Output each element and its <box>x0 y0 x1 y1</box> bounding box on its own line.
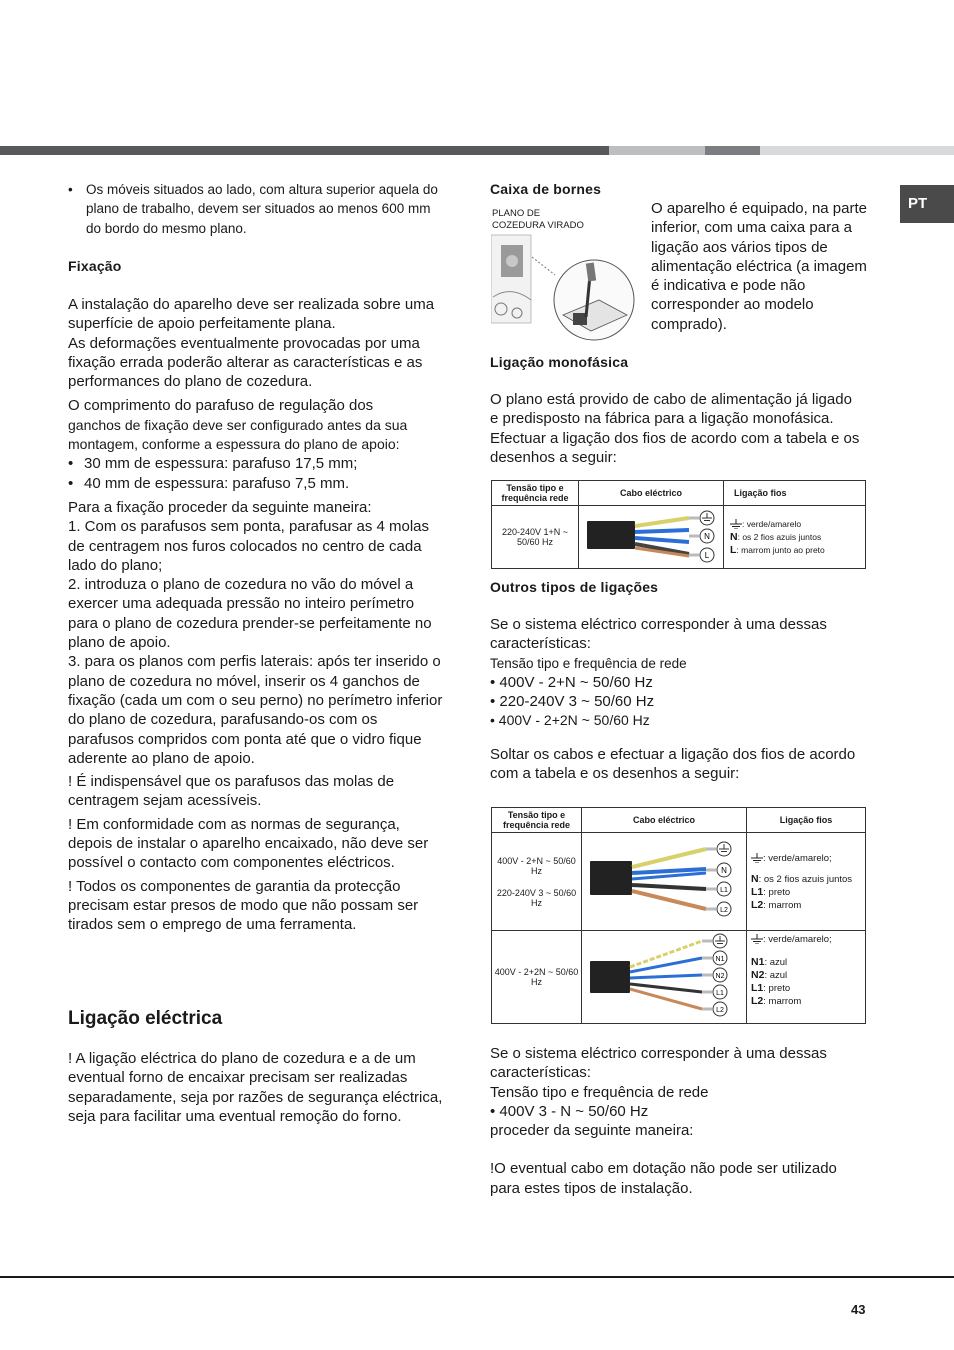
cable-diagram-monofasica <box>579 506 719 566</box>
terminal-earth-icon <box>700 511 714 525</box>
fixacao-text: A instalação do aparelho deve ser realizada sobre uma superfície de apoio perfeitamente plana. As deformações eventualmente provocadas por uma fixação errada poderão alterar as características e as performances do plano de cozedura. O comprimento do parafuso de regulação dos ganchos de fixação deve ser configurado antes da sua montagem, conforme a espessura do plano de apoio: • 30 mm de espessura: parafuso 17,5 mm; • 40 mm de espessura: parafuso 7,5 mm. Para a fixação proceder da seguinte maneira: 1. Com os parafusos sem ponta, parafusar as 4 molas de centragem nos furos colocados no centro de cada lado do plano; 2. introduza o plano de cozedura no vão do móvel a exercer uma adequada pressão no inteiro perímetro para o plano de cozedura prender-se perfeitamente no plano de apoio. 3. para os planos com perfis laterais: após ter inserido o plano de cozedura no móvel, inserir os 4 ganchos de fixação (cada um com o seu perno) no perímetro inferior do plano de cozedura, parafusando-os com os parafusos compridos com ponta até que o vidro fique aderente ao plano de apoio. ! É indispensável que os parafusos das molas de centragem sejam acessíveis. ! Em conformidade com as normas de segurança, depois de instalar o aparelho encaixado, não deve ser possível o contacto com componentes eléctricos. ! Todos os componentes de garantia da protecção precisam estar presos de modo que não possam ser tirados sem o emprego de uma ferramenta. <box>68 296 443 934</box>
table1-legend: : verde/amarelo N: os 2 fios azuis juntos L: marrom junto ao preto <box>724 506 866 569</box>
table2-voltage-b: 400V - 2+2N ~ 50/60 Hz <box>492 931 582 1024</box>
terminal-l1-label: L1 <box>716 990 724 997</box>
header-bar-light <box>609 146 705 155</box>
terminal-n-label: N <box>721 866 727 875</box>
header-bar-pale <box>760 146 954 155</box>
soltar-text: Soltar os cabos e efectuar a ligação dos fios de acordo com a tabela e os desenhos a seguir: <box>490 746 856 783</box>
bullet-moveis: • Os móveis situados ao lado, com altura superior aquela do plano de trabalho, devem ser situados ao menos 600 mm do bordo do mesmo plano. <box>68 182 438 236</box>
header-bar-dark <box>0 146 609 155</box>
ligacao-electrica-title: Ligação eléctrica <box>68 1008 223 1029</box>
cable-diagram-2-2n <box>582 931 742 1021</box>
earth-icon <box>751 934 763 944</box>
table2-legend-a: : verde/amarelo; N: os 2 fios azuis juntos L1: preto L2: marrom <box>747 833 866 931</box>
outros-tipos-text: Se o sistema eléctrico corresponder à uma dessas características: Tensão tipo e frequência de rede • 400V - 2+N ~ 50/60 Hz • 220-240V 3 ~ 50/60 Hz • 400V - 2+2N ~ 50/60 Hz <box>490 616 827 729</box>
wiring-table-monofasica <box>491 480 866 569</box>
ligacao-monofasica-title: Ligação monofásica <box>490 354 629 370</box>
terminal-box-illustration <box>491 205 636 345</box>
table2-legend-b: : verde/amarelo; N1: azul N2: azul L1: preto L2: marrom <box>747 931 866 1024</box>
terminal-earth-icon <box>717 842 731 856</box>
earth-icon <box>751 853 763 863</box>
final-text: Se o sistema eléctrico corresponder à uma dessas características: Tensão tipo e frequência de rede • 400V 3 - N ~ 50/60 Hz proceder da seguinte maneira: !O eventual cabo em dotação não pode ser utilizado para estes tipos de instalação. <box>490 1045 837 1197</box>
terminal-l-label: L <box>704 551 710 560</box>
table2-header-cable: Cabo eléctrico <box>582 808 747 833</box>
caixa-bornes-text: O aparelho é equipado, na parte inferior, com uma caixa para a ligação aos vários tipos de alimentação eléctrica (a imagem é indicativa e pode não corresponder ao modelo comprado). <box>651 200 867 333</box>
table1-header-voltage: Tensão tipo e frequência rede <box>492 481 579 506</box>
fixacao-title: Fixação <box>68 258 122 274</box>
header-bar-mid <box>705 146 760 155</box>
terminal-l2-label: L2 <box>720 907 728 914</box>
table2-voltage-a: 400V - 2+N ~ 50/60 Hz 220-240V 3 ~ 50/60 Hz <box>492 833 582 931</box>
language-tab: PT <box>900 185 954 223</box>
ligacao-monofasica-text: O plano está provido de cabo de alimentação já ligado e predisposto na fábrica para a ligação monofásica. Efectuar a ligação dos fios de acordo com a tabela e os desenhos a seguir: <box>490 391 860 466</box>
outros-tipos-title: Outros tipos de ligações <box>490 579 659 595</box>
table1-header-wires: Ligação fios <box>724 481 866 506</box>
table2-header-voltage: Tensão tipo e frequência rede <box>492 808 582 833</box>
caixa-bornes-title: Caixa de bornes <box>490 181 602 197</box>
figure-caption: PLANO DE COZEDURA VIRADO <box>492 208 584 231</box>
wiring-table-other <box>491 807 866 1024</box>
table1-voltage: 220-240V 1+N ~ 50/60 Hz <box>492 506 579 569</box>
table2-header-wires: Ligação fios <box>747 808 866 833</box>
cable-diagram-2n <box>582 833 742 928</box>
terminal-earth-icon <box>713 934 727 948</box>
earth-icon <box>730 519 742 529</box>
terminal-n-label: N <box>704 532 710 541</box>
terminal-n1-label: N1 <box>715 956 725 963</box>
terminal-l2-label: L2 <box>716 1007 724 1014</box>
table1-header-cable: Cabo eléctrico <box>579 481 724 506</box>
terminal-n2-label: N2 <box>715 973 725 980</box>
ligacao-warning: ! A ligação eléctrica do plano de cozedura e a de um eventual forno de encaixar precisam ser realizadas separadamente, seja por razões de segurança eléctrica, seja para facilitar uma eventual remoção do forno. <box>68 1050 443 1125</box>
footer-rule <box>0 1276 954 1278</box>
page-number: 43 <box>851 1302 866 1317</box>
terminal-l1-label: L1 <box>720 887 728 894</box>
